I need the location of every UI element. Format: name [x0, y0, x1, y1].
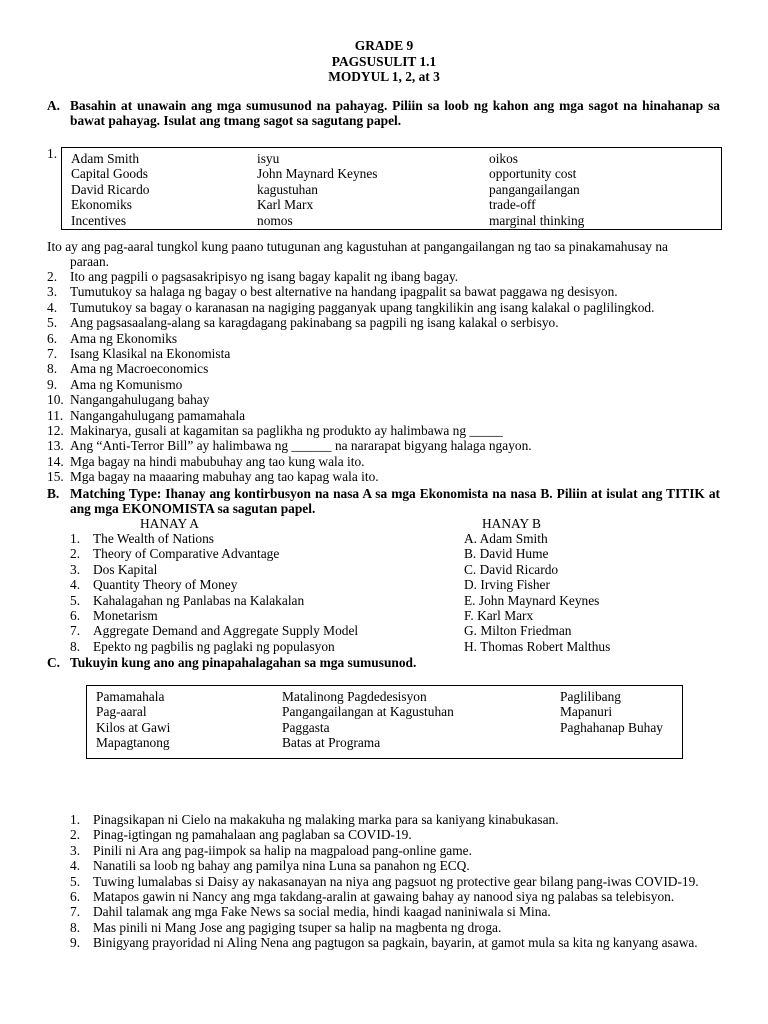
- item-text: Quantity Theory of Money: [93, 577, 238, 593]
- section-a-text: Basahin at unawain ang mga sumusunod na pahayag. Piliin sa loob ng kahon ang mga sagot na hinahanap sa bawat pahayag. Isulat ang tmang sagot sa sagutang papel.: [70, 98, 720, 129]
- item-number: 9.: [47, 376, 58, 392]
- situation-item: [70, 904, 720, 919]
- section-a-word-box: [61, 147, 722, 230]
- item-text: Monetarism: [93, 607, 158, 623]
- section-c-letter: C.: [47, 655, 61, 670]
- header-grade: GRADE 9: [354, 38, 414, 53]
- value-choice: Mapagtanong: [96, 735, 170, 751]
- section-a-box-number: 1.: [47, 146, 58, 161]
- item-text: Mga bagay na hindi mabubuhay ang tao kung wala ito.: [70, 453, 365, 469]
- item-number: 15.: [47, 469, 64, 485]
- hanay-b-item: C. David Ricardo: [464, 561, 559, 577]
- value-choice: Paghahanap Buhay: [560, 719, 664, 735]
- item-text: Ang pagsasaalang-alang sa karagdagang pakinabang sa pagpili ng isang kalakal o serbisyo.: [70, 315, 559, 331]
- section-c-items: [70, 812, 720, 951]
- item-number: 6.: [70, 889, 81, 905]
- word-choice: trade-off: [489, 197, 536, 213]
- word-choice: kagustuhan: [257, 181, 318, 197]
- item-number: 8.: [70, 919, 81, 935]
- item-number: 1.: [70, 531, 81, 546]
- item-number: 12.: [47, 423, 64, 439]
- item-text: Pinili ni Ara ang pag-iimpok sa halip na magpaload pang-online game.: [93, 842, 472, 858]
- item-text: Epekto ng pagbilis ng paglaki ng populasyon: [93, 638, 335, 654]
- item-number: 11.: [47, 407, 64, 423]
- item-text: Nangangahulugang pamamahala: [70, 407, 246, 423]
- question-item: [47, 300, 720, 315]
- word-box-column-3: [489, 151, 584, 228]
- header-test: PAGSUSULIT 1.1: [331, 53, 437, 69]
- word-choice: Ekonomiks: [71, 197, 133, 213]
- section-a-item-1: [47, 239, 720, 270]
- value-choice: Paglilibang: [560, 689, 621, 704]
- item-text: Tuwing lumalabas si Daisy ay nakasanayan na niya ang pagsuot ng protective gear bilang pang-iwas COVID-19.: [93, 873, 699, 889]
- section-c-text: Tukuyin kung ano ang pinapahalagahan sa mga sumusunod.: [70, 655, 417, 670]
- c-box-column-2: [282, 689, 454, 751]
- section-b-letter: B.: [47, 486, 60, 501]
- question-item: [47, 392, 720, 407]
- item-number: 4.: [70, 577, 81, 593]
- section-a-letter: A.: [47, 98, 61, 113]
- value-choice: Pamamahala: [96, 689, 165, 704]
- item-number: 2.: [70, 546, 81, 562]
- item-text: Ang “Anti-Terror Bill” ay halimbawa ng ______ na nararapat bigyang halaga ngayon.: [70, 438, 532, 454]
- c-box-column-3: [560, 689, 663, 735]
- section-b-text: Matching Type: Ihanay ang kontirbusyon na nasa A sa mga Ekonomista na nasa B. Piliin at isulat ang TITIK at ang mga EKONOMISTA sa sagutan papel.: [70, 486, 720, 517]
- situation-item: [70, 920, 720, 935]
- item-number: 3.: [47, 284, 58, 300]
- word-box-column-2: [257, 151, 378, 228]
- hanay-b-item: G. Milton Friedman: [464, 623, 572, 639]
- hanay-b-title: HANAY B: [482, 516, 541, 531]
- question-item: [47, 284, 720, 299]
- hanay-b-item: E. John Maynard Keynes: [464, 592, 600, 608]
- question-item: [47, 454, 720, 469]
- item-text: Tumutukoy sa bagay o karanasan na nagiging pagganyak upang tangkilikin ang isang kalakal o paglilingkod.: [70, 299, 655, 315]
- item-1-line-1: Ito ay ang pag-aaral tungkol kung paano tutugunan ang kagustuhan at pangangailangan ng tao sa pinakamahusay na: [47, 239, 668, 254]
- item-text: Kahalagahan ng Panlabas na Kalakalan: [93, 592, 305, 608]
- item-text: Tumutukoy sa halaga ng bagay o best alternative na handang ipagpalit sa bawat paggawa ng desisyon.: [70, 284, 618, 300]
- situation-item: [70, 843, 720, 858]
- item-number: 9.: [70, 935, 81, 951]
- item-number: 6.: [47, 330, 58, 346]
- word-choice: isyu: [257, 151, 280, 166]
- item-text: Mga bagay na maaaring mabuhay ang tao kapag wala ito.: [70, 469, 379, 485]
- word-choice: nomos: [257, 212, 293, 228]
- item-text: Nangangahulugang bahay: [70, 392, 210, 408]
- item-text: Dos Kapital: [93, 561, 158, 577]
- word-choice: John Maynard Keynes: [257, 166, 378, 182]
- value-choice: Matalinong Pagdedesisyon: [282, 689, 427, 704]
- word-choice: marginal thinking: [489, 212, 585, 228]
- value-choice: Paggasta: [282, 719, 330, 735]
- item-text: Ama ng Komunismo: [70, 376, 183, 392]
- hanay-b-item: A. Adam Smith: [464, 531, 548, 546]
- question-item: [47, 438, 720, 453]
- hanay-b-item: B. David Hume: [464, 546, 549, 562]
- item-text: Makinarya, gusali at kagamitan sa paglikha ng produkto ay halimbawa ng _____: [70, 423, 503, 439]
- section-c-instruction: [47, 655, 720, 670]
- item-text: Pinag-igtingan ng pamahalaan ang paglaban sa COVID-19.: [93, 827, 412, 843]
- item-text: Isang Klasikal na Ekonomista: [70, 346, 231, 362]
- item-number: 7.: [70, 623, 81, 639]
- question-item: [47, 269, 720, 284]
- item-number: 1.: [70, 812, 81, 827]
- question-item: [47, 315, 720, 330]
- item-number: 6.: [70, 607, 81, 623]
- value-choice: Mapanuri: [560, 704, 613, 720]
- item-text: Pinagsikapan ni Cielo na makakuha ng malaking marka para sa kaniyang kinabukasan.: [93, 812, 559, 827]
- question-item: [47, 346, 720, 361]
- item-number: 10.: [47, 392, 64, 408]
- question-item: [47, 408, 720, 423]
- item-number: 14.: [47, 453, 64, 469]
- item-number: 7.: [70, 904, 81, 920]
- item-number: 4.: [70, 858, 81, 874]
- item-number: 3.: [70, 842, 81, 858]
- hanay-b-item: D. Irving Fisher: [464, 577, 550, 593]
- item-text: Ama ng Macroeconomics: [70, 361, 209, 377]
- situation-item: [70, 812, 720, 827]
- item-text: Mas pinili ni Mang Jose ang pagiging tsuper sa halip na magbenta ng droga.: [93, 919, 502, 935]
- question-item: [47, 361, 720, 376]
- hanay-b-item: H. Thomas Robert Malthus: [464, 638, 611, 654]
- page-header: [0, 38, 768, 85]
- situation-item: [70, 889, 720, 904]
- word-choice: oikos: [489, 151, 519, 166]
- question-item: [47, 469, 720, 484]
- item-number: 8.: [47, 361, 58, 377]
- word-choice: Incentives: [71, 212, 127, 228]
- word-choice: David Ricardo: [71, 181, 150, 197]
- item-text: Matapos gawin ni Nancy ang mga takdang-aralin at gawaing bahay ay nanood siya ng palabas sa telebisyon.: [93, 889, 675, 905]
- situation-item: [70, 874, 720, 889]
- section-a-items: [47, 269, 720, 485]
- item-number: 8.: [70, 638, 81, 654]
- item-number: 4.: [47, 299, 58, 315]
- item-number: 5.: [47, 315, 58, 331]
- item-number: 3.: [70, 561, 81, 577]
- section-c-word-box: [86, 685, 683, 759]
- value-choice: Pangangailangan at Kagustuhan: [282, 704, 454, 720]
- hanay-b-item: F. Karl Marx: [464, 607, 534, 623]
- section-b-instruction: [47, 486, 720, 517]
- item-1-line-2: paraan.: [70, 254, 110, 270]
- question-item: [47, 331, 720, 346]
- value-choice: Pag-aaral: [96, 704, 147, 720]
- item-number: 5.: [70, 873, 81, 889]
- item-text: Theory of Comparative Advantage: [93, 546, 280, 562]
- item-text: Dahil talamak ang mga Fake News sa social media, hindi kaagad naniniwala si Mina.: [93, 904, 551, 920]
- word-choice: Karl Marx: [257, 197, 314, 213]
- item-text: Nanatili sa loob ng bahay ang pamilya nina Luna sa panahon ng ECQ.: [93, 858, 470, 874]
- word-choice: Capital Goods: [71, 166, 148, 182]
- section-a-instruction: [47, 98, 720, 129]
- situation-item: [70, 858, 720, 873]
- word-choice: opportunity cost: [489, 166, 577, 182]
- question-item: [47, 423, 720, 438]
- item-text: Ito ang pagpili o pagsasakripisyo ng isang bagay kapalit ng ibang bagay.: [70, 269, 459, 284]
- item-text: The Wealth of Nations: [93, 531, 215, 546]
- hanay-a-title: HANAY A: [140, 516, 199, 531]
- item-number: 5.: [70, 592, 81, 608]
- item-number: 7.: [47, 346, 58, 362]
- word-choice: Adam Smith: [71, 151, 140, 166]
- item-text: Aggregate Demand and Aggregate Supply Model: [93, 623, 359, 639]
- c-box-column-1: [96, 689, 170, 751]
- item-number: 2.: [47, 269, 58, 284]
- situation-item: [70, 935, 720, 950]
- item-text: Ama ng Ekonomiks: [70, 330, 178, 346]
- word-choice: pangangailangan: [489, 181, 580, 197]
- hanay-b-list: [464, 531, 610, 654]
- item-text: Binigyang prayoridad ni Aling Nena ang pagtugon sa pagkain, bayarin, at gamot mula sa kita ng kanyang asawa.: [93, 935, 698, 951]
- item-number: 13.: [47, 438, 64, 454]
- situation-item: [70, 827, 720, 842]
- header-module: MODYUL 1, 2, at 3: [328, 69, 440, 84]
- value-choice: Kilos at Gawi: [96, 719, 171, 735]
- question-item: [47, 377, 720, 392]
- value-choice: Batas at Programa: [282, 735, 381, 751]
- word-box-column-1: [71, 151, 149, 228]
- item-number: 2.: [70, 827, 81, 843]
